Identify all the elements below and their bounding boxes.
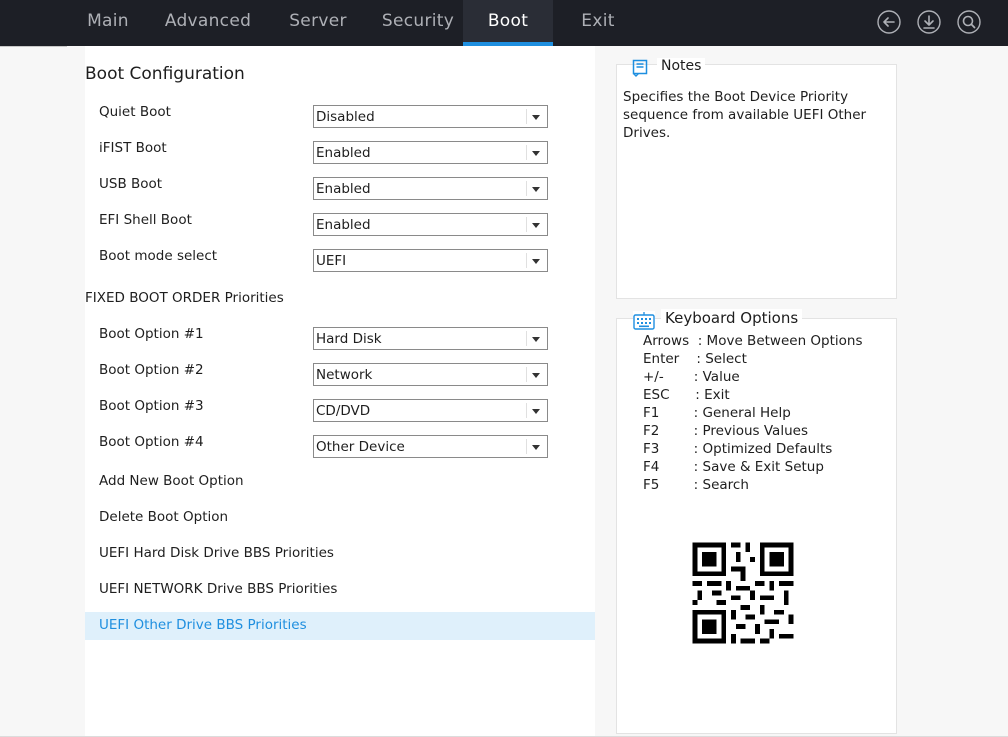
uefi-hard-disk-priorities-link[interactable] — [85, 540, 595, 568]
search-icon[interactable] — [957, 10, 981, 34]
boot-option-1-select[interactable] — [313, 327, 548, 350]
setting-label-boot-mode: Boot mode select — [99, 248, 218, 264]
select-value: Enabled — [316, 145, 371, 161]
page-title: Boot Configuration — [85, 64, 245, 84]
chevron-down-icon — [532, 337, 540, 342]
select-value: Enabled — [316, 181, 371, 197]
key-hint: F5 : Search — [643, 477, 749, 493]
chevron-down-icon — [532, 187, 540, 192]
qr-code-image — [683, 533, 803, 653]
chevron-down-icon — [532, 445, 540, 450]
link-label: UEFI Other Drive BBS Priorities — [99, 617, 307, 633]
boot-mode-select[interactable] — [313, 249, 548, 272]
chevron-down-icon — [532, 151, 540, 156]
select-value: Disabled — [316, 109, 375, 125]
boot-option-1-label: Boot Option #1 — [99, 326, 204, 342]
key-hint: Enter : Select — [643, 351, 747, 367]
back-icon[interactable] — [877, 10, 901, 34]
link-label: Add New Boot Option — [99, 473, 244, 489]
link-label: Delete Boot Option — [99, 509, 229, 525]
keyboard-options-title: Keyboard Options — [661, 309, 802, 327]
select-value: Enabled — [316, 217, 371, 233]
efi-shell-boot-select[interactable] — [313, 213, 548, 236]
chevron-down-icon — [532, 115, 540, 120]
chevron-down-icon — [532, 373, 540, 378]
tab-server[interactable]: Server — [289, 11, 347, 31]
chevron-down-icon — [532, 223, 540, 228]
tab-advanced[interactable]: Advanced — [164, 11, 252, 31]
ifist-boot-select[interactable] — [313, 141, 548, 164]
top-menu-bar — [0, 0, 1008, 46]
uefi-network-priorities-link[interactable] — [85, 576, 595, 604]
select-value: UEFI — [316, 253, 347, 269]
select-value: CD/DVD — [316, 403, 371, 419]
keyboard-icon — [633, 311, 655, 331]
keyboard-options-panel — [616, 309, 897, 734]
boot-option-2-label: Boot Option #2 — [99, 362, 204, 378]
chevron-down-icon — [532, 409, 540, 414]
link-label: UEFI Hard Disk Drive BBS Priorities — [99, 545, 334, 561]
left-divider — [0, 46, 67, 47]
key-hint: F4 : Save & Exit Setup — [643, 459, 824, 475]
setting-label-usb-boot: USB Boot — [99, 176, 163, 192]
boot-option-3-label: Boot Option #3 — [99, 398, 204, 414]
notes-panel — [616, 58, 897, 299]
quiet-boot-select[interactable] — [313, 105, 548, 128]
select-value: Network — [316, 367, 373, 383]
notes-text: Specifies the Boot Device Priority sequence from available UEFI Other Drives. — [623, 89, 867, 141]
tab-main[interactable]: Main — [87, 11, 129, 31]
boot-order-heading: FIXED BOOT ORDER Priorities — [85, 290, 284, 306]
usb-boot-select[interactable] — [313, 177, 548, 200]
add-boot-option-link[interactable] — [85, 468, 595, 496]
chevron-down-icon — [532, 259, 540, 264]
tab-security[interactable]: Security — [381, 11, 455, 31]
key-hint: F2 : Previous Values — [643, 423, 808, 439]
notes-title: Notes — [657, 58, 705, 74]
boot-option-3-select[interactable] — [313, 399, 548, 422]
key-hint: +/- : Value — [643, 369, 740, 385]
setting-label-quiet-boot: Quiet Boot — [99, 104, 171, 120]
key-hint: ESC : Exit — [643, 387, 730, 403]
key-hint: F1 : General Help — [643, 405, 791, 421]
left-margin — [0, 46, 67, 737]
boot-option-2-select[interactable] — [313, 363, 548, 386]
select-value: Other Device — [316, 439, 405, 455]
boot-option-4-select[interactable] — [313, 435, 548, 458]
boot-settings-panel — [85, 46, 595, 737]
boot-option-4-label: Boot Option #4 — [99, 434, 204, 450]
key-hint: Arrows : Move Between Options — [643, 333, 863, 349]
tab-exit[interactable]: Exit — [581, 11, 615, 31]
setting-label-efi-shell-boot: EFI Shell Boot — [99, 212, 192, 228]
key-hint: F3 : Optimized Defaults — [643, 441, 833, 457]
setting-label-ifist-boot: iFIST Boot — [99, 140, 167, 156]
delete-boot-option-link[interactable] — [85, 504, 595, 532]
uefi-other-drive-priorities-link[interactable] — [85, 612, 595, 640]
notes-icon — [631, 59, 649, 77]
link-label: UEFI NETWORK Drive BBS Priorities — [99, 581, 338, 597]
gutter — [67, 46, 85, 737]
download-icon[interactable] — [917, 10, 941, 34]
select-value: Hard Disk — [316, 331, 382, 347]
tab-boot[interactable]: Boot — [463, 0, 553, 46]
